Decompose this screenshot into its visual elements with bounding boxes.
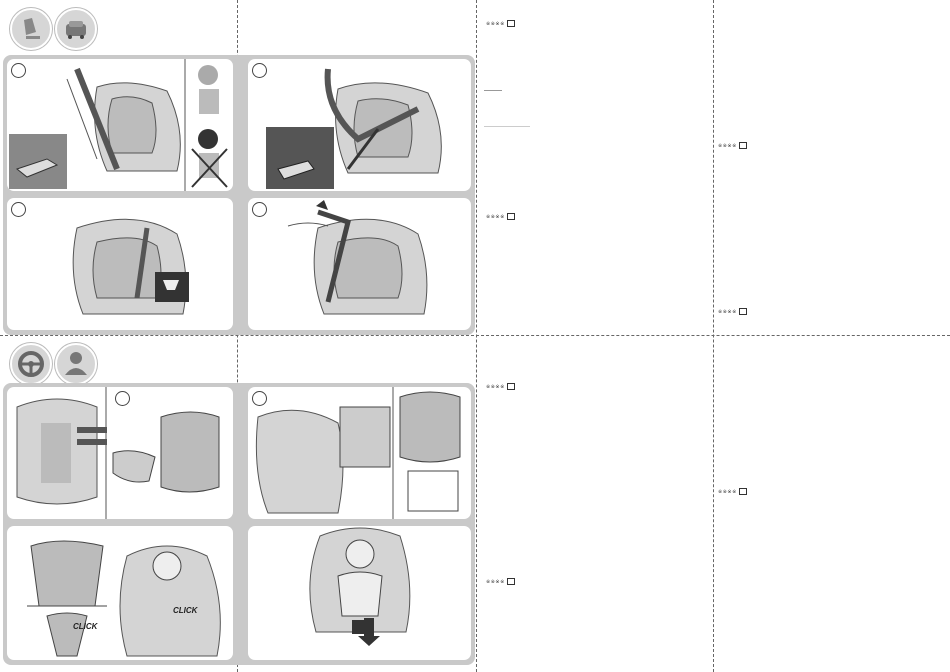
seat-install-illustration [248, 59, 471, 191]
child-icon [55, 343, 97, 385]
car-icon [55, 8, 97, 50]
harness-tighten-illustration [248, 526, 471, 660]
steering-wheel-icon [10, 343, 52, 385]
harness-adjust-illustration [7, 387, 233, 519]
text-mark: ※※※※ [718, 488, 747, 495]
panel-step-2 [248, 59, 471, 191]
rule-line [484, 126, 530, 127]
car-seat-icon [10, 8, 52, 50]
buckle-illustration [7, 526, 233, 660]
text-mark: ※※※※ [486, 578, 515, 585]
click-label: CLICK [73, 622, 98, 631]
text-mark: ※※※※ [718, 308, 747, 315]
step-number-circle [252, 391, 267, 406]
text-mark: ※※※※ [486, 383, 515, 390]
seat-install-illustration [7, 59, 233, 191]
seat-install-illustration [248, 198, 471, 330]
step-number-circle [115, 391, 130, 406]
panel-step-5 [7, 387, 233, 519]
panel-step-1 [7, 59, 233, 191]
panel-step-8 [248, 526, 471, 660]
step-number-circle [11, 63, 26, 78]
click-label: CLICK [173, 606, 198, 615]
rule-line [484, 90, 502, 91]
text-mark: ※※※※ [486, 20, 515, 27]
step-number-circle [11, 202, 26, 217]
harness-adjust-illustration [248, 387, 471, 519]
fold-line-3 [713, 0, 714, 672]
panel-step-3 [7, 198, 233, 330]
panel-step-6 [248, 387, 471, 519]
panel-step-4 [248, 198, 471, 330]
seat-install-illustration [7, 198, 233, 330]
step-number-circle [252, 202, 267, 217]
step-number-circle [252, 63, 267, 78]
text-mark: ※※※※ [486, 213, 515, 220]
panel-step-7 [7, 526, 233, 660]
text-mark: ※※※※ [718, 142, 747, 149]
fold-line-2 [476, 0, 477, 672]
fold-line-horizontal [0, 335, 950, 336]
